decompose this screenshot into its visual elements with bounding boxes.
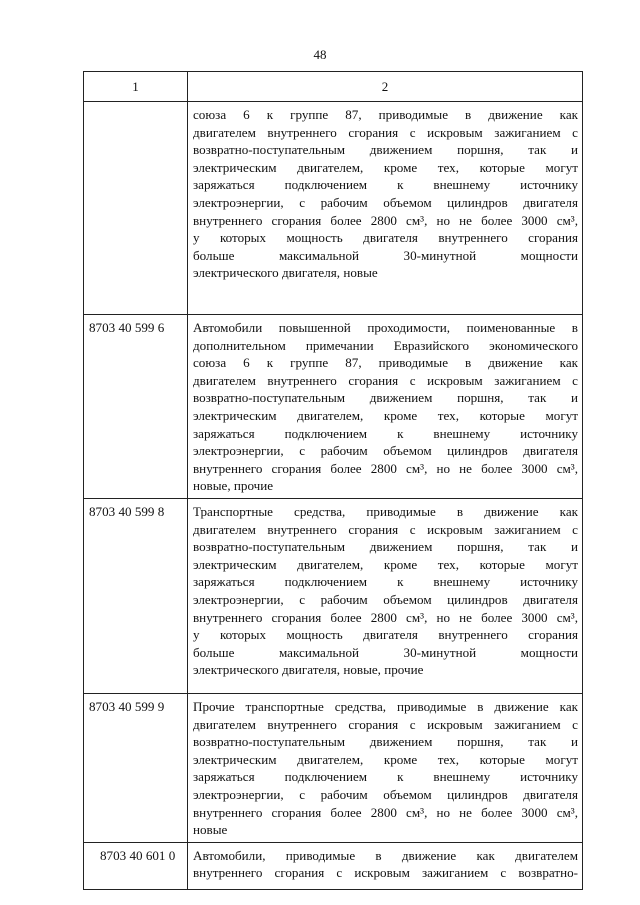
tariff-code-cell xyxy=(84,315,188,499)
description-line: у которых мощность двигателя внутреннего сгорания xyxy=(193,230,578,246)
column-header-2: 2 xyxy=(188,72,583,102)
description-line: двигателем внутреннего сгорания с искровым зажиганием с xyxy=(193,124,578,140)
tariff-code-cell xyxy=(84,842,188,889)
description-line: возвратно-поступательным движением поршня, так и xyxy=(193,539,578,555)
description-line: электрическим двигателем, кроме тех, которые могут xyxy=(193,159,578,175)
description-line: внутреннего сгорания с искровым зажиганием с возвратно- xyxy=(193,865,578,881)
tariff-code-cell xyxy=(84,693,188,842)
description-line: электроэнергии, с рабочим объемом цилиндров двигателя xyxy=(193,443,578,459)
description-line: союза 6 к группе 87, приводимые в движение как xyxy=(193,355,578,371)
table-row xyxy=(84,315,583,499)
description-cell xyxy=(188,842,583,889)
description-cell xyxy=(188,693,583,842)
description-line: внутреннего сгорания более 2800 см³, но не более 3000 см³, xyxy=(193,460,578,476)
description-line: возвратно-поступательным движением поршня, так и xyxy=(193,734,578,750)
tariff-code: 8703 40 601 0 xyxy=(100,847,176,863)
description-line: Транспортные средства, приводимые в движение как xyxy=(193,503,578,519)
description-line: Автомобили, приводимые в движение как двигателем xyxy=(193,847,578,863)
description-cell xyxy=(188,315,583,499)
tariff-table xyxy=(83,71,583,890)
description-line: электроэнергии, с рабочим объемом цилиндров двигателя xyxy=(193,591,578,607)
description-line: заряжаться подключением к внешнему источнику xyxy=(193,177,578,193)
description-line: заряжаться подключением к внешнему источнику xyxy=(193,574,578,590)
table-row xyxy=(84,102,583,315)
description-line: возвратно-поступательным движением поршня, так и xyxy=(193,142,578,158)
description-line: возвратно-поступательным движением поршня, так и xyxy=(193,390,578,406)
description-line: новые xyxy=(193,822,228,838)
tariff-code-cell xyxy=(84,498,188,693)
description-line: внутреннего сгорания более 2800 см³, но не более 3000 см³, xyxy=(193,804,578,820)
description-line: электрического двигателя, новые, прочие xyxy=(193,662,424,678)
description-line: двигателем внутреннего сгорания с искровым зажиганием с xyxy=(193,521,578,537)
tariff-code: 8703 40 599 6 xyxy=(89,320,165,335)
description-line: больше максимальной 30-минутной мощности xyxy=(193,247,578,263)
column-header-1: 1 xyxy=(84,72,188,102)
description-line: больше максимальной 30-минутной мощности xyxy=(193,644,578,660)
description-line: заряжаться подключением к внешнему источнику xyxy=(193,769,578,785)
tariff-code xyxy=(89,102,187,106)
tariff-code-cell xyxy=(84,102,188,315)
table-row xyxy=(84,842,583,889)
description-cell xyxy=(188,498,583,693)
description-line: электрическим двигателем, кроме тех, которые могут xyxy=(193,556,578,572)
description-line: новые, прочие xyxy=(193,478,274,494)
description-line: электрическим двигателем, кроме тех, которые могут xyxy=(193,751,578,767)
description-line: заряжаться подключением к внешнему источнику xyxy=(193,425,578,441)
table-row xyxy=(84,693,583,842)
description-line: у которых мощность двигателя внутреннего сгорания xyxy=(193,627,578,643)
tariff-code: 8703 40 599 9 xyxy=(89,698,165,714)
description-line: союза 6 к группе 87, приводимые в движение как xyxy=(193,107,578,122)
description-line: Автомобили повышенной проходимости, поименованные в xyxy=(193,320,578,335)
description-line: двигателем внутреннего сгорания с искровым зажиганием с xyxy=(193,716,578,732)
description-line: Прочие транспортные средства, приводимые в движение как xyxy=(193,698,578,714)
description-line: внутреннего сгорания более 2800 см³, но не более 3000 см³, xyxy=(193,609,578,625)
description-line: дополнительном примечании Евразийского экономического xyxy=(193,337,578,353)
page-number: 48 xyxy=(313,47,327,62)
description-line: двигателем внутреннего сгорания с искровым зажиганием с xyxy=(193,372,578,388)
description-line: внутреннего сгорания более 2800 см³, но не более 3000 см³, xyxy=(193,212,578,228)
description-line: электрического двигателя, новые xyxy=(193,265,378,281)
table-header-row xyxy=(84,72,583,102)
description-line: электроэнергии, с рабочим объемом цилиндров двигателя xyxy=(193,786,578,802)
description-line: электроэнергии, с рабочим объемом цилиндров двигателя xyxy=(193,194,578,210)
tariff-code: 8703 40 599 8 xyxy=(89,503,165,519)
description-cell xyxy=(188,102,583,315)
description-line: электрическим двигателем, кроме тех, которые могут xyxy=(193,407,578,423)
table-row xyxy=(84,498,583,693)
